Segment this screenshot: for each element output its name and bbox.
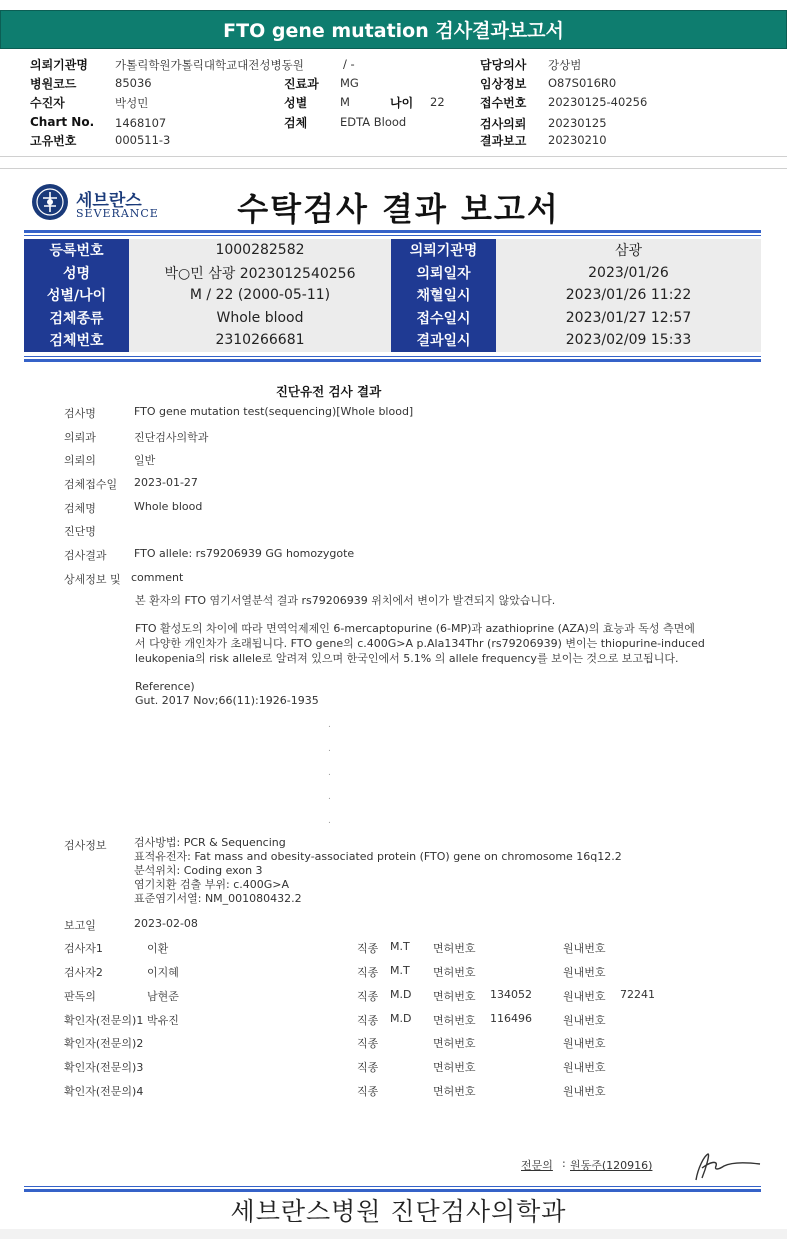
- info-value: M / 22 (2000-05-11): [129, 284, 391, 307]
- table-bottom-rule-thin: [24, 356, 761, 357]
- staff-name: 박유진: [147, 1014, 179, 1027]
- dot-mark: .: [328, 720, 331, 730]
- dot-mark: .: [328, 816, 331, 826]
- info-label: 성명: [24, 262, 129, 285]
- header-label: 고유번호: [30, 134, 77, 148]
- report-title-bar: FTO gene mutation 검사결과보고서: [0, 10, 787, 49]
- staff-license-label: 면허번호: [433, 1061, 476, 1074]
- staff-name: 남현준: [147, 990, 179, 1003]
- staff-license: 134052: [490, 988, 532, 1001]
- staff-job-label: 직종: [357, 1061, 379, 1074]
- header-value: MG: [340, 76, 359, 90]
- staff-hosp-label: 원내번호: [563, 1061, 606, 1074]
- dot-mark: .: [328, 792, 331, 802]
- table-row: [24, 239, 761, 262]
- method-line: 검사방법: PCR & Sequencing: [134, 836, 286, 849]
- field-label: 상세정보 및: [64, 573, 121, 586]
- staff-hosp-label: 원내번호: [563, 942, 606, 955]
- header-label: 진료과: [284, 77, 319, 91]
- header-value: 박성민: [115, 96, 149, 110]
- table-row: [24, 307, 761, 330]
- signature-label: 전문의: [521, 1159, 553, 1172]
- reference-citation: Gut. 2017 Nov;66(11):1926-1935: [135, 694, 319, 707]
- field-label: 검사결과: [64, 549, 107, 562]
- field-label: 검체명: [64, 502, 96, 515]
- info-label: 등록번호: [24, 239, 129, 262]
- header-label: 임상정보: [480, 77, 527, 91]
- info-value: 1000282582: [129, 239, 391, 262]
- table-row: [24, 262, 761, 285]
- field-label: 검사명: [64, 407, 96, 420]
- field-value: 일반: [134, 454, 156, 467]
- logo-english: SEVERANCE: [76, 207, 159, 220]
- method-line: 표준염기서열: NM_001080432.2: [134, 892, 302, 905]
- age-value: 22: [430, 95, 445, 109]
- header-label: 결과보고: [480, 134, 527, 148]
- header-label: 담당의사: [480, 58, 527, 72]
- table-row: [24, 329, 761, 352]
- info-value: 삼광: [496, 239, 761, 262]
- signature-separator: :: [562, 1157, 566, 1170]
- info-label: 성별/나이: [24, 284, 129, 307]
- handwritten-signature: [688, 1148, 763, 1188]
- comment-paragraph: 본 환자의 FTO 염기서열분석 결과 rs79206939 위치에서 변이가 발견되지 않았습니다.: [135, 594, 556, 607]
- staff-job: M.D: [390, 988, 412, 1001]
- comment-paragraph: 서 다양한 개인차가 초래됩니다. FTO gene의 c.400G>A p.Ala134Thr (rs79206939) 변이는 thiopurine-induced: [135, 637, 705, 650]
- dot-mark: .: [328, 768, 331, 778]
- staff-job-label: 직종: [357, 1085, 379, 1098]
- divider: [0, 168, 787, 169]
- staff-hosp: 72241: [620, 988, 655, 1001]
- staff-role: 판독의: [64, 990, 96, 1003]
- staff-license-label: 면허번호: [433, 942, 476, 955]
- table-top-rule: [24, 230, 761, 233]
- header-value: / -: [343, 57, 355, 71]
- staff-license-label: 면허번호: [433, 1085, 476, 1098]
- field-label: 진단명: [64, 525, 96, 538]
- info-label: 검체번호: [24, 329, 129, 352]
- field-value: 2023-02-08: [134, 917, 198, 930]
- info-value: 2023/01/26: [496, 262, 761, 285]
- header-value: 20230210: [548, 133, 607, 147]
- staff-license-label: 면허번호: [433, 1014, 476, 1027]
- field-label: 검체접수일: [64, 478, 118, 491]
- info-value: 2023/01/26 11:22: [496, 284, 761, 307]
- staff-job: M.D: [390, 1012, 412, 1025]
- staff-name: 이지혜: [147, 966, 179, 979]
- staff-hosp-label: 원내번호: [563, 1014, 606, 1027]
- field-label: 검사정보: [64, 839, 107, 852]
- info-value: 2023/02/09 15:33: [496, 329, 761, 352]
- staff-job-label: 직종: [357, 966, 379, 979]
- section-title: 진단유전 검사 결과: [275, 384, 382, 399]
- info-value: 2023/01/27 12:57: [496, 307, 761, 330]
- staff-license-label: 면허번호: [433, 990, 476, 1003]
- footer-rule-thin: [24, 1186, 761, 1187]
- field-label: comment: [131, 571, 184, 584]
- info-label: 채혈일시: [391, 284, 496, 307]
- header-value: O87S016R0: [548, 76, 617, 90]
- field-value: Whole blood: [134, 500, 203, 513]
- info-label: 의뢰일자: [391, 262, 496, 285]
- field-label: 의뢰의: [64, 454, 96, 467]
- staff-hosp-label: 원내번호: [563, 1037, 606, 1050]
- staff-role: 검사자1: [64, 942, 103, 955]
- field-value: 진단검사의학과: [134, 431, 209, 444]
- field-label: 의뢰과: [64, 431, 96, 444]
- staff-role: 확인자(전문의)2: [64, 1037, 144, 1050]
- staff-name: 이환: [147, 942, 169, 955]
- staff-job-label: 직종: [357, 942, 379, 955]
- staff-license-label: 면허번호: [433, 966, 476, 979]
- staff-job: M.T: [390, 940, 410, 953]
- bottom-band: [0, 1229, 787, 1239]
- staff-job-label: 직종: [357, 1037, 379, 1050]
- header-label: 병원코드: [30, 77, 77, 91]
- header-value: 1468107: [115, 116, 167, 130]
- dot-mark: .: [328, 744, 331, 754]
- info-value: Whole blood: [129, 307, 391, 330]
- staff-job-label: 직종: [357, 1014, 379, 1027]
- header-value: 가톨릭학원가톨릭대학교대전성병동원: [115, 58, 304, 72]
- staff-license: 116496: [490, 1012, 532, 1025]
- header-value: 20230125-40256: [548, 95, 648, 109]
- field-value: FTO allele: rs79206939 GG homozygote: [134, 547, 355, 560]
- staff-hosp-label: 원내번호: [563, 1085, 606, 1098]
- header-value: EDTA Blood: [340, 115, 407, 129]
- method-line: 표적유전자: Fat mass and obesity-associated protein (FTO) gene on chromosome 16q12.2: [134, 850, 622, 863]
- logo-korean: 세브란스: [76, 191, 142, 211]
- staff-hosp-label: 원내번호: [563, 990, 606, 1003]
- signature-name: 원동주(120916): [570, 1159, 653, 1172]
- staff-role: 검사자2: [64, 966, 103, 979]
- info-label: 결과일시: [391, 329, 496, 352]
- header-label: 수진자: [30, 96, 65, 110]
- method-line: 분석위치: Coding exon 3: [134, 864, 263, 877]
- reference-label: Reference): [135, 680, 195, 693]
- staff-job-label: 직종: [357, 990, 379, 1003]
- header-label: 검사의뢰: [480, 117, 527, 131]
- report-title: 수탁검사 결과 보고서: [237, 190, 560, 228]
- table-top-rule-thin: [24, 235, 761, 236]
- field-label: 보고일: [64, 919, 96, 932]
- header-label: Chart No.: [30, 115, 95, 129]
- info-label: 의뢰기관명: [391, 239, 496, 262]
- staff-hosp-label: 원내번호: [563, 966, 606, 979]
- staff-role: 확인자(전문의)4: [64, 1085, 144, 1098]
- header-label: 의뢰기관명: [30, 58, 88, 72]
- header-value: 강상범: [548, 58, 582, 72]
- comment-paragraph: FTO 활성도의 차이에 따라 면역억제제인 6-mercaptopurine (6-MP)과 azathioprine (AZA)의 효능과 독성 측면에: [135, 622, 695, 635]
- footer-department: 세브란스병원 진단검사의학과: [230, 1197, 567, 1226]
- staff-job: M.T: [390, 964, 410, 977]
- header-label: 검체: [284, 116, 308, 130]
- info-label: 접수일시: [391, 307, 496, 330]
- header-value: M: [340, 95, 350, 109]
- age-label: 나이: [390, 96, 414, 110]
- staff-role: 확인자(전문의)3: [64, 1061, 144, 1074]
- patient-info-table: [24, 239, 761, 352]
- comment-paragraph: leukopenia의 risk allele로 알려져 있으며 한국인에서 5.1% 의 allele frequency를 보이는 것으로 보고됩니다.: [135, 652, 679, 665]
- header-value: 20230125: [548, 116, 607, 130]
- info-value: 2310266681: [129, 329, 391, 352]
- divider: [0, 156, 787, 157]
- header-value: 000511-3: [115, 133, 171, 147]
- table-bottom-rule: [24, 359, 761, 362]
- info-value: 박○민 삼광 2023012540256: [129, 262, 391, 285]
- table-row: [24, 284, 761, 307]
- info-label: 검체종류: [24, 307, 129, 330]
- header-label: 접수번호: [480, 96, 527, 110]
- method-line: 염기치환 검출 부위: c.400G>A: [134, 878, 290, 891]
- field-value: 2023-01-27: [134, 476, 198, 489]
- staff-license-label: 면허번호: [433, 1037, 476, 1050]
- header-label: 성별: [284, 96, 308, 110]
- header-value: 85036: [115, 76, 152, 90]
- field-value: FTO gene mutation test(sequencing)[Whole blood]: [134, 405, 414, 418]
- staff-role: 확인자(전문의)1: [64, 1014, 144, 1027]
